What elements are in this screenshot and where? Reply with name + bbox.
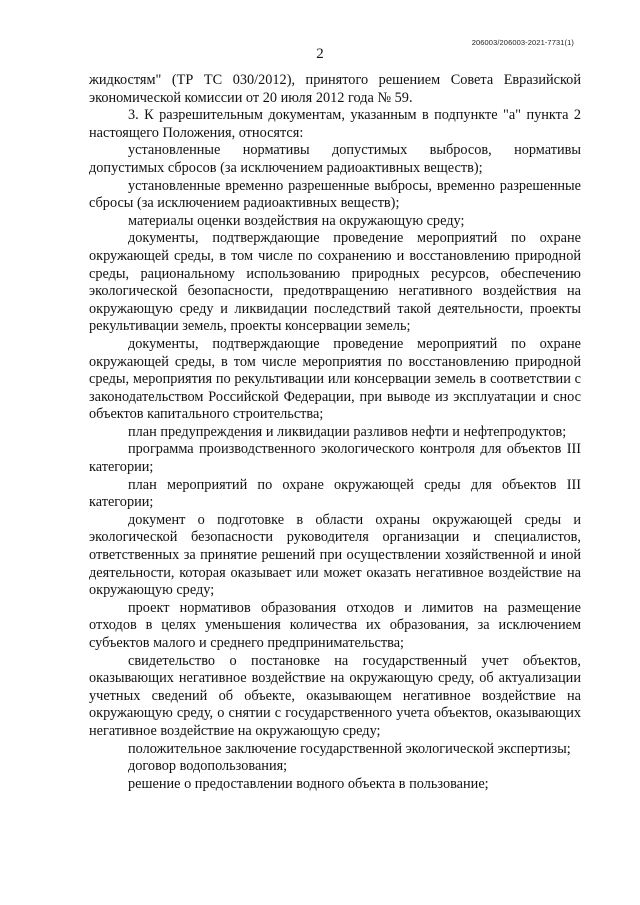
list-item: установленные нормативы допустимых выбросов, нормативы допустимых сбросов (за исключением радиоактивных веществ); xyxy=(89,142,581,176)
list-item: проект нормативов образования отходов и лимитов на размещение отходов в целях уменьшения количества их образования, за исключением субъектов малого и среднего предпринимательства; xyxy=(89,599,581,651)
list-item: программа производственного экологического контроля для объектов III категории; xyxy=(89,441,581,476)
page-number: 2 xyxy=(316,46,324,62)
list-item: документы, подтверждающие проведение мероприятий по охране окружающей среды, в том числе по сохранению и восстановлению природной среды, рациональному использованию природных ресурсов, обеспечению экологической безопасности, предотвращению негативного воздействия на окружающую среду и ликвидации последствий такой деятельности, проекты рекультивации земель, проекты консервации земель; xyxy=(89,230,581,335)
list-item: решение о предоставлении водного объекта в пользование; xyxy=(128,775,489,792)
document-body xyxy=(89,72,581,793)
list-item: материалы оценки воздействия на окружающую среду; xyxy=(128,212,465,229)
document-registration-number: 206003/206003-2021-7731(1) xyxy=(471,38,574,47)
paragraph: 3. К разрешительным документам, указанным в подпункте "а" пункта 2 настоящего Положения, относятся: xyxy=(89,107,581,141)
list-item: план предупреждения и ликвидации разливов нефти и нефтепродуктов; xyxy=(128,423,567,440)
list-item: установленные временно разрешенные выбросы, временно разрешенные сбросы (за исключением радиоактивных веществ); xyxy=(89,177,581,212)
list-item: положительное заключение государственной экологической экспертизы; xyxy=(128,740,571,757)
list-item: свидетельство о постановке на государственный учет объектов, оказывающих негативное воздействие на окружающую среду, об актуализации учетных сведений об объекте, оказывающем негативное воздействие на окружающую среду, о снятии с государственного учета объектов, оказывающих негативное воздействие на окружающую среду; xyxy=(89,652,581,739)
list-item: документ о подготовке в области охраны окружающей среды и экологической безопасности руководителя организации и специалистов, ответственных за принятие решений при осуществлении хозяйственной и иной деятельности, которая оказывает или может оказать негативное воздействие на окружающую среду; xyxy=(89,511,581,599)
list-item: документы, подтверждающие проведение мероприятий по охране окружающей среды, в том числе мероприятия по восстановлению природной среды, мероприятия по рекультивации или консервации земель в соответствии с законодательством Российской Федерации, при выводе из эксплуатации и снос объектов капитального строительства; xyxy=(89,335,581,423)
paragraph: жидкостям" (ТР ТС 030/2012), принятого решением Совета Евразийской экономической комиссии от 20 июля 2012 года № 59. xyxy=(89,72,581,106)
list-item: план мероприятий по охране окружающей среды для объектов III категории; xyxy=(89,476,581,511)
list-item: договор водопользования; xyxy=(128,758,288,775)
